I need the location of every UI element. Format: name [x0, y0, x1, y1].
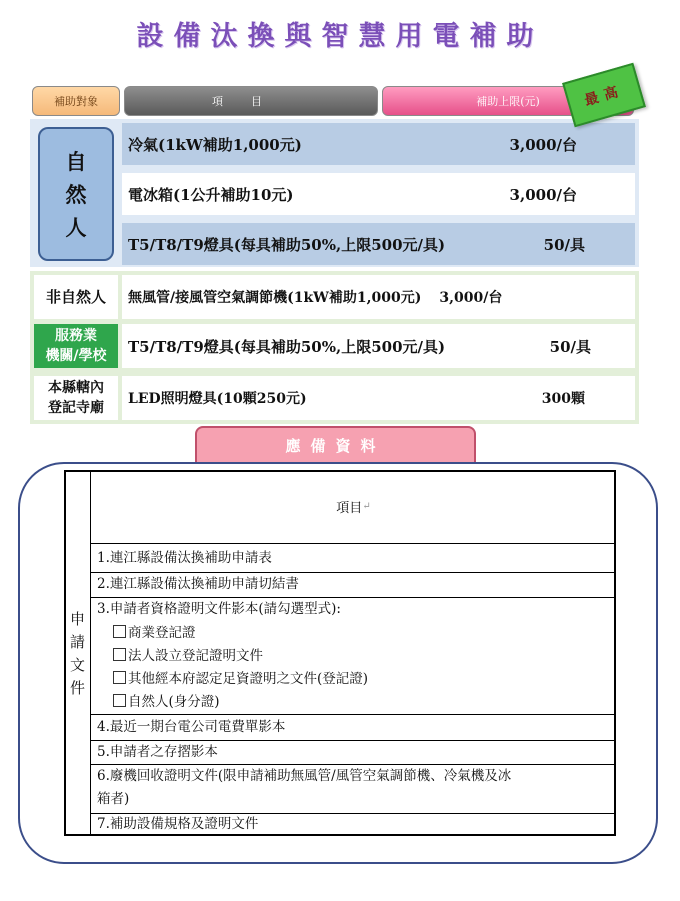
checkbox-icon[interactable] — [113, 648, 126, 661]
natural-person-label-char: 然 — [65, 181, 87, 207]
doc-line-text: 箱者) — [97, 791, 130, 807]
row-limit: 3,000/台 — [509, 135, 577, 154]
doc-line — [91, 813, 616, 836]
doc-line-text: 5.申請者之存摺影本 — [97, 744, 218, 760]
left-label-char: 文 — [69, 656, 85, 674]
doc-line-text: 1.連江縣設備汰換補助申請表 — [97, 550, 272, 566]
doc-line-text: 自然人(身分證) — [128, 694, 220, 710]
row-item: 無風管/接風管空氣調節機(1kW補助1,000元) — [128, 290, 422, 306]
checkbox-line — [91, 622, 616, 645]
left-label-char: 申 — [69, 610, 85, 628]
page-title: 設備汰換與智慧用電補助 — [136, 21, 544, 52]
natural-person-label-char: 人 — [65, 214, 87, 240]
checkbox-icon[interactable] — [113, 694, 126, 707]
subsidy-row-led — [122, 376, 635, 420]
header-limit: 補助上限(元) — [382, 86, 634, 116]
row-limit: 50/具 — [549, 337, 591, 356]
label-line: 非自然人 — [45, 288, 106, 306]
doc-line — [91, 573, 616, 596]
required-docs-tab: 應備資料 — [195, 426, 476, 462]
label-line: 機關/學校 — [45, 348, 107, 364]
label-non-natural-person — [34, 275, 118, 319]
header-text: 項目 — [336, 501, 363, 516]
row-item: LED照明燈具(10顆250元) — [128, 391, 307, 407]
subsidy-row-ac-units — [122, 275, 635, 319]
row-limit: 50/具 — [543, 235, 585, 254]
row-item: T5/T8/T9燈具(每具補助50%,上限500元/具) — [128, 337, 446, 356]
row-limit: 3,000/台 — [509, 185, 577, 204]
left-label-char: 請 — [69, 633, 85, 651]
row-limit: 300顆 — [541, 391, 585, 407]
doc-line-text: 商業登記證 — [128, 625, 196, 641]
checkbox-icon[interactable] — [113, 625, 126, 638]
subsidy-row-service-lamps — [122, 324, 635, 368]
label-line: 服務業 — [55, 328, 97, 344]
doc-line — [91, 716, 616, 739]
checkbox-icon[interactable] — [113, 671, 126, 684]
divider — [91, 714, 616, 715]
doc-line-text: 7.補助設備規格及證明文件 — [97, 816, 259, 832]
checkbox-line — [91, 668, 616, 691]
label-temples — [34, 376, 118, 420]
label-line: 本縣轄內 — [48, 380, 104, 396]
subsidy-row-air-conditioner — [122, 123, 635, 165]
label-service-industry — [34, 324, 118, 368]
row-item: 電冰箱(1公升補助10元) — [128, 185, 294, 204]
max-ribbon — [562, 63, 646, 128]
ribbon-text: 最高 — [582, 82, 626, 110]
doc-line-text: 法人設立登記證明文件 — [128, 648, 263, 664]
doc-line — [91, 598, 616, 621]
doc-line — [91, 741, 616, 764]
row-item: T5/T8/T9燈具(每具補助50%,上限500元/具) — [128, 235, 446, 254]
left-label-char: 件 — [69, 679, 85, 697]
label-line: 登記寺廟 — [48, 400, 104, 416]
doc-line-text: 3.申請者資格證明文件影本(請勾選型式): — [97, 601, 341, 617]
row-item: 冷氣(1kW補助1,000元) — [128, 135, 302, 154]
document-table-header — [91, 470, 616, 544]
doc-line-text: 其他經本府認定足資證明之文件(登記證) — [128, 671, 369, 687]
header-target: 補助對象 — [32, 86, 120, 116]
subsidy-row-lamps — [122, 223, 635, 265]
header-item: 項目 — [124, 86, 378, 116]
doc-line-text: 4.最近一期台電公司電費單影本 — [97, 719, 286, 735]
doc-line — [91, 788, 616, 811]
para-mark: ↵ — [362, 501, 371, 512]
doc-line — [91, 547, 616, 570]
doc-line-text: 2.連江縣設備汰換補助申請切結書 — [97, 576, 299, 592]
application-documents-label — [64, 608, 91, 700]
checkbox-line — [91, 691, 616, 714]
checkbox-line — [91, 645, 616, 668]
natural-person-label-char: 自 — [65, 148, 87, 174]
natural-person-label — [38, 127, 114, 261]
row-limit: 3,000/台 — [439, 290, 503, 306]
subsidy-row-refrigerator — [122, 173, 635, 215]
doc-line — [91, 765, 616, 788]
doc-line-text: 6.廢機回收證明文件(限申請補助無風管/風管空氣調節機、冷氣機及冰 — [97, 768, 512, 784]
